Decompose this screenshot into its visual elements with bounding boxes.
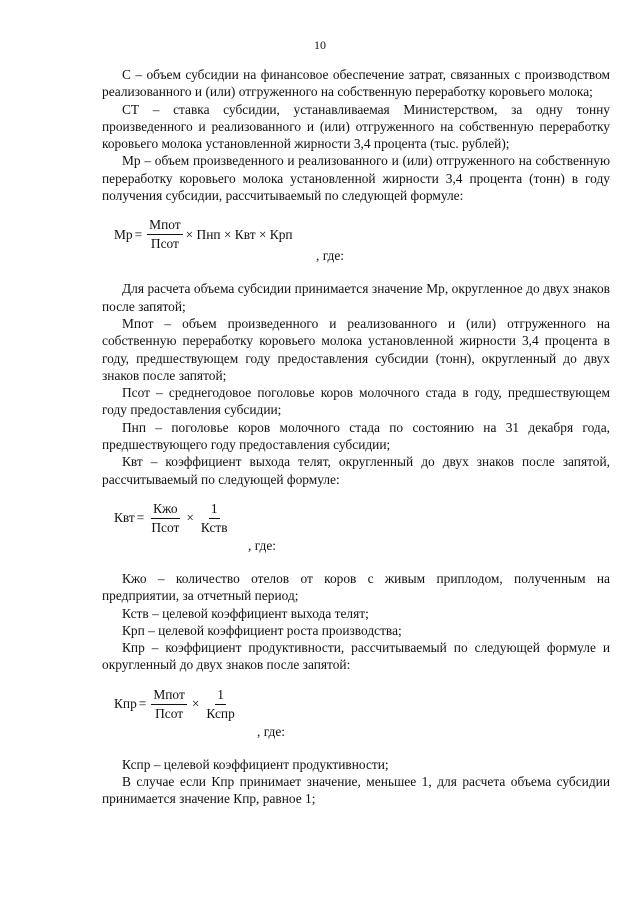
formula-fraction (147, 218, 182, 251)
formula-lhs: Кпр (114, 696, 137, 712)
formula-times: × (186, 510, 194, 526)
fraction-denominator: Псот (151, 519, 180, 535)
fraction-numerator: 1 (215, 688, 226, 705)
fraction-numerator: Мпот (147, 218, 182, 235)
fraction-denominator: Псот (150, 236, 179, 252)
paragraph: СТ – ставка субсидии, устанавливаемая Министерством, за одну тонну произведенного и реализованного и (или) отгруженного на собственную переработку коровьего молока установленной жирности 3,4 процента (тыс. рублей); (102, 101, 610, 152)
paragraph: Пнп – поголовье коров молочного стада по состоянию на 31 декабря года, предшествующего году предоставления субсидии; (102, 419, 610, 453)
formula-lhs: Квт (114, 510, 135, 526)
formula-kpr (102, 680, 610, 752)
formula-tail: , где: (248, 537, 276, 553)
formula-lhs: Мр (114, 226, 133, 242)
formula-equals: = (134, 226, 143, 242)
fraction-denominator: Псот (155, 705, 184, 721)
fraction-numerator: 1 (209, 502, 220, 519)
fraction-numerator: Кжо (151, 502, 180, 519)
paragraph: Кств – целевой коэффициент выхода телят; (122, 605, 369, 621)
paragraph: Крп – целевой коэффициент роста производства; (122, 622, 402, 638)
paragraph: Для расчета объема субсидии принимается значение Мр, округленное до двух знаков после запятой; (102, 281, 610, 314)
paragraph: Кспр – целевой коэффициент продуктивности; (122, 756, 389, 772)
fraction-denominator: Кспр (206, 705, 235, 721)
formula-fraction (204, 688, 236, 721)
fraction-numerator: Мпот (151, 688, 186, 705)
document-body (102, 66, 610, 808)
formula-kvt (102, 494, 610, 566)
formula-fraction (199, 502, 230, 535)
formula-mr (102, 210, 610, 276)
formula-tail: , где: (316, 248, 344, 264)
formula-equals: = (138, 696, 147, 712)
paragraph: Кпр – коэффициент продуктивности, рассчитываемый по следующей формуле и округленный до двух знаков после запятой: (102, 640, 610, 673)
formula-fraction (151, 688, 186, 721)
formula-rest: × Пнп × Квт × Крп (185, 226, 293, 242)
formula-tail: , где: (257, 723, 285, 739)
paragraph: В случае если Кпр принимает значение, меньшее 1, для расчета объема субсидии принимается значение Кпр, равное 1; (102, 774, 610, 807)
paragraph: Мпот – объем произведенного и реализованного и (или) отгруженного на собственную переработку коровьего молока установленной жирности 3,4 процента в году, предшествующем году предоставления субсидии (тонн), округленный до двух знаков после запятой; (102, 315, 610, 383)
paragraph: С – объем субсидии на финансовое обеспечение затрат, связанных с производством реализованного и (или) отгруженного на собственную переработку коровьего молока; (102, 67, 610, 100)
formula-times: × (191, 696, 200, 712)
paragraph: Мр – объем произведенного и реализованного и (или) отгруженного на собственную переработку коровьего молока установленной жирности 3,4 процента (тонн) в году получения субсидии, рассчитываемый по следующей формуле: (102, 153, 610, 204)
fraction-denominator: Кств (200, 519, 228, 535)
formula-equals: = (136, 510, 145, 526)
paragraph: Псот – среднегодовое поголовье коров молочного стада в году, предшествующем году предоставления субсидии; (102, 385, 610, 418)
formula-fraction (149, 502, 181, 535)
paragraph: Квт – коэффициент выхода телят, округленный до двух знаков после запятой, рассчитываемый по следующей формуле: (102, 454, 610, 487)
paragraph: Кжо – количество отелов от коров с живым приплодом, полученным на предприятии, за отчетный период; (102, 570, 610, 604)
page-number: 10 (314, 38, 326, 52)
